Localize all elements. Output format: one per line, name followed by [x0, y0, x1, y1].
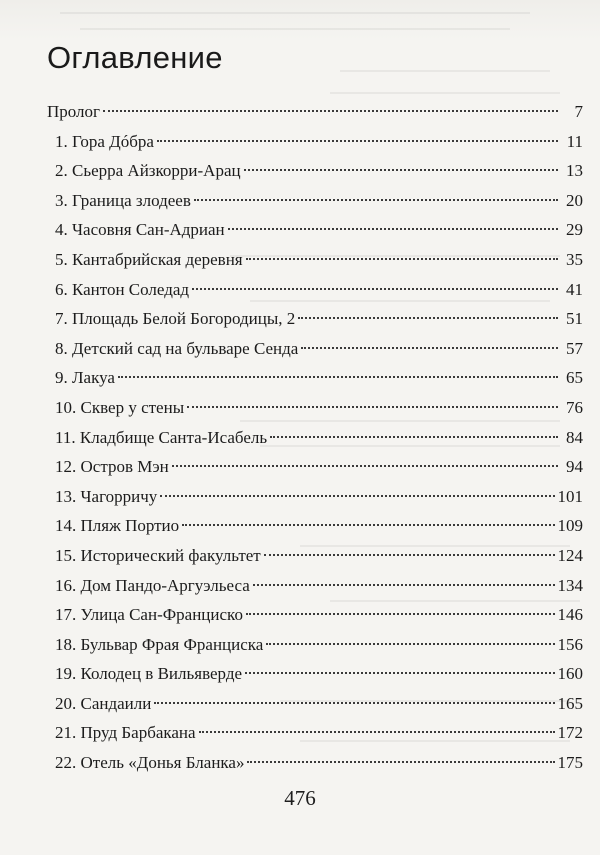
- dot-leader: [182, 524, 554, 526]
- toc-entry[interactable]: [47, 304, 583, 334]
- toc-entry[interactable]: [47, 334, 583, 364]
- toc-entry-title: 7. Площадь Белой Богородицы, 2: [55, 309, 296, 329]
- dot-leader: [172, 465, 558, 467]
- dot-leader: [245, 672, 554, 674]
- toc-entry-title: 12. Остров Мэн: [55, 457, 169, 477]
- toc-entry-page: 172: [557, 723, 583, 743]
- toc-entry[interactable]: [47, 452, 583, 482]
- toc-entry-page: 124: [557, 545, 583, 565]
- page-title: Оглавление: [47, 40, 223, 75]
- toc-entry[interactable]: [47, 423, 583, 453]
- toc-entry[interactable]: [47, 215, 583, 245]
- toc-entry-page: 35: [566, 249, 583, 269]
- toc-entry-page: 156: [557, 634, 583, 654]
- toc-entry-page: 134: [557, 575, 583, 595]
- toc-entry-page: 51: [566, 309, 583, 329]
- toc-entry-title: 8. Детский сад на бульваре Сенда: [55, 338, 299, 358]
- toc-entry-title: 17. Улица Сан-Франциско: [55, 605, 243, 625]
- toc-entry-title: 21. Пруд Барбакана: [55, 723, 196, 743]
- dot-leader: [194, 199, 558, 201]
- toc-entry-title: 1. Гора Дóбра: [55, 131, 154, 151]
- toc-entry[interactable]: [47, 245, 583, 275]
- toc-entry-title: 4. Часовня Сан-Адриан: [55, 220, 225, 240]
- toc-entry-title: 22. Отель «Донья Бланка»: [55, 753, 245, 773]
- toc-entry-title: 2. Сьерра Айзкорри-Арац: [55, 161, 241, 181]
- toc-entry-title: 16. Дом Пандо-Аргуэльеса: [55, 575, 250, 595]
- toc-entry[interactable]: [47, 541, 583, 571]
- dot-leader: [199, 731, 555, 733]
- toc-entry[interactable]: [47, 600, 583, 630]
- toc-entry[interactable]: [47, 156, 583, 186]
- toc-entry[interactable]: [47, 630, 583, 660]
- dot-leader: [154, 702, 554, 704]
- toc-entry-title: 5. Кантабрийская деревня: [55, 249, 243, 269]
- toc-entry[interactable]: [47, 127, 583, 157]
- toc-entry-page: 146: [557, 605, 583, 625]
- toc-entry-page: 165: [557, 693, 583, 713]
- dot-leader: [264, 554, 555, 556]
- toc-entry[interactable]: [47, 97, 583, 127]
- dot-leader: [253, 584, 555, 586]
- dot-leader: [187, 406, 558, 408]
- toc-entry[interactable]: [47, 363, 583, 393]
- toc-entry[interactable]: [47, 689, 583, 719]
- toc-entry-page: 7: [574, 102, 583, 121]
- toc-entry-title: 14. Пляж Портио: [55, 516, 180, 536]
- dot-leader: [228, 228, 558, 230]
- toc-entry[interactable]: [47, 571, 583, 601]
- toc-entry[interactable]: [47, 186, 583, 216]
- toc-entry-title: 9. Лакуа: [55, 368, 115, 388]
- toc-entry-page: 160: [557, 664, 583, 684]
- toc-entry-page: 41: [566, 279, 583, 299]
- toc-entry-page: 101: [557, 486, 583, 506]
- toc-entry[interactable]: [47, 511, 583, 541]
- dot-leader: [192, 288, 558, 290]
- table-of-contents: [47, 97, 583, 778]
- dot-leader: [301, 347, 558, 349]
- dot-leader: [118, 376, 558, 378]
- dot-leader: [103, 110, 558, 112]
- page-number: 476: [284, 786, 316, 810]
- toc-entry-page: 175: [557, 753, 583, 773]
- toc-entry-title: Пролог: [47, 102, 101, 121]
- toc-entry-page: 29: [566, 220, 583, 240]
- toc-entry-page: 109: [557, 516, 583, 536]
- toc-entry-title: 15. Исторический факультет: [55, 545, 261, 565]
- dot-leader: [266, 643, 554, 645]
- toc-entry[interactable]: [47, 482, 583, 512]
- toc-entry[interactable]: [47, 659, 583, 689]
- toc-entry-title: 3. Граница злодеев: [55, 190, 191, 210]
- toc-entry-title: 18. Бульвар Фрая Франциска: [55, 634, 264, 654]
- dot-leader: [246, 613, 555, 615]
- toc-entry-title: 11. Кладбище Санта-Исабель: [55, 427, 268, 447]
- toc-entry[interactable]: [47, 748, 583, 778]
- toc-entry[interactable]: [47, 718, 583, 748]
- toc-entry-page: 13: [566, 161, 583, 181]
- toc-entry-page: 76: [566, 397, 583, 417]
- dot-leader: [160, 495, 554, 497]
- toc-entry-title: 20. Сандаили: [55, 693, 152, 713]
- toc-entry-page: 65: [566, 368, 583, 388]
- toc-entry-title: 6. Кантон Соледад: [55, 279, 190, 299]
- dot-leader: [157, 140, 558, 142]
- dot-leader: [247, 761, 554, 763]
- dot-leader: [246, 258, 558, 260]
- toc-entry-page: 20: [566, 190, 583, 210]
- dot-leader: [270, 436, 558, 438]
- toc-entry-page: 57: [566, 338, 583, 358]
- toc-entry-title: 13. Чагорричу: [55, 486, 158, 506]
- toc-entry-page: 11: [566, 131, 583, 151]
- toc-entry[interactable]: [47, 393, 583, 423]
- toc-entry-title: 19. Колодец в Вильяверде: [55, 664, 243, 684]
- toc-entry[interactable]: [47, 275, 583, 305]
- toc-entry-page: 94: [566, 457, 583, 477]
- toc-entry-title: 10. Сквер у стены: [55, 397, 185, 417]
- dot-leader: [298, 317, 558, 319]
- toc-entry-page: 84: [566, 427, 583, 447]
- dot-leader: [244, 169, 558, 171]
